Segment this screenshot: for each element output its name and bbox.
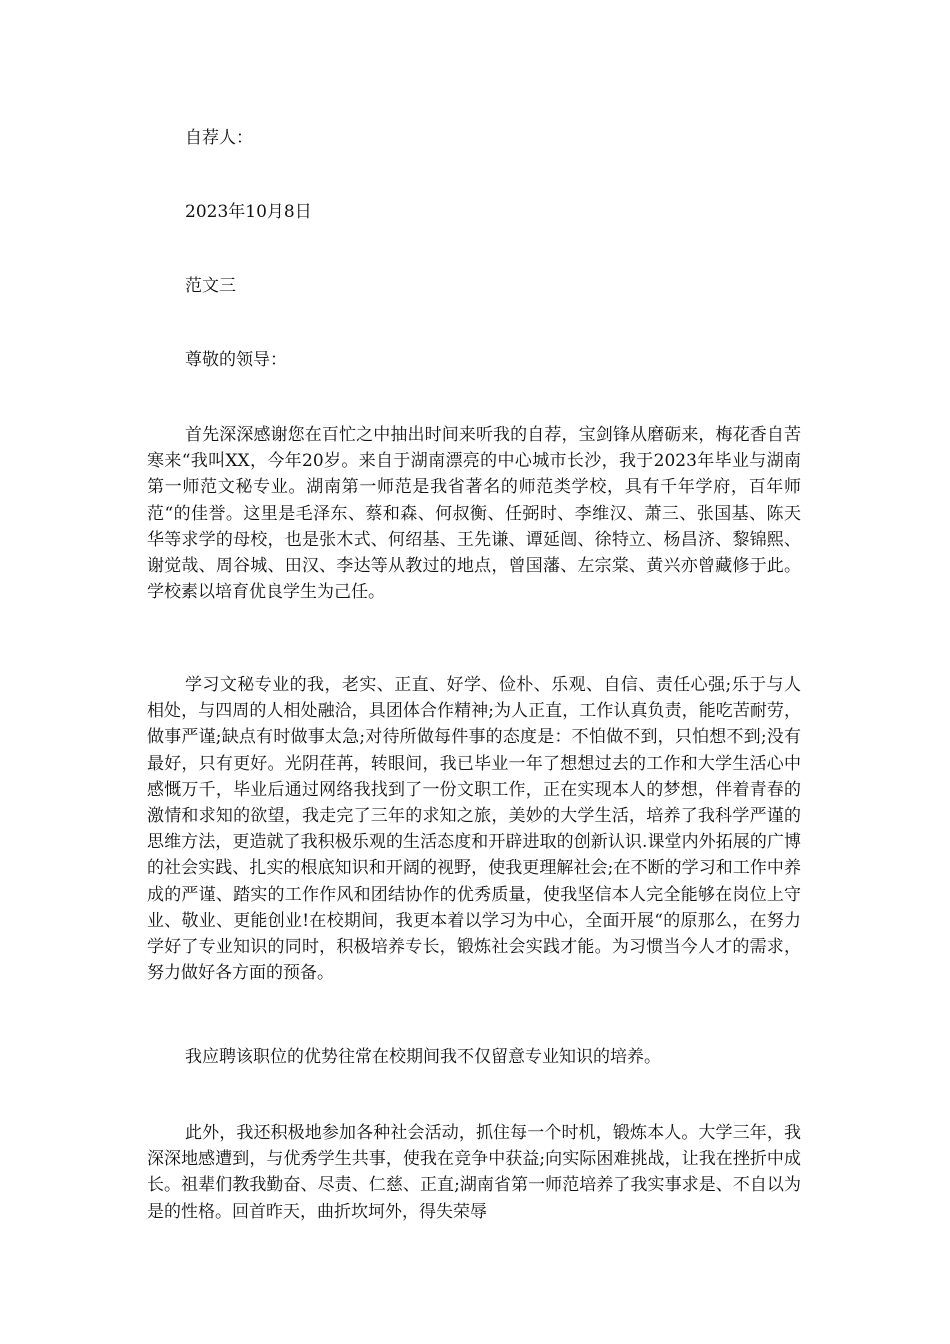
paragraph-activities: 此外，我还积极地参加各种社会活动，抓住每一个时机，锻炼本人。大学三年，我深深地感遭到，与优秀学生共事，使我在竞争中获益;向实际困难挑战，让我在挫折中成长。祖辈们教我勤奋、尽责、仁慈、正直;湖南省第一师范培养了我实事求是、不自以为是的性格。回首昨天，曲折坎坷外，得失荣辱	[147, 1123, 801, 1222]
document-date: 2023年10月8日	[185, 202, 312, 222]
signature-label: 自荐人：	[185, 128, 253, 148]
paragraph-introduction: 首先深深感谢您在百忙之中抽出时间来听我的自荐，宝剑锋从磨砺来，梅花香自苦寒来“我叫XX，今年20岁。来自于湖南漂亮的中心城市长沙，我于2023年毕业与湖南第一师范文秘专业。湖南第一师范是我省著名的师范类学校，具有千年学府，百年师范“的佳誉。这里是毛泽东、蔡和森、何叔衡、任弼时、李维汉、萧三、张国基、陈天华等求学的母校，也是张木式、何绍基、王先谦、谭延闿、徐特立、杨昌济、黎锦熙、谢觉哉、周谷城、田汉、李达等从教过的地点，曾国藩、左宗棠、黄兴亦曾藏修于此。学校素以培育优良学生为己任。	[147, 425, 801, 603]
salutation: 尊敬的领导：	[185, 350, 287, 370]
paragraph-advantage: 我应聘该职位的优势往常在校期间我不仅留意专业知识的培养。	[185, 1047, 661, 1067]
paragraph-self-description: 学习文秘专业的我，老实、正直、好学、俭朴、乐观、自信、责任心强;乐于与人相处，与四周的人相处融洽，具团体合作精神;为人正直，工作认真负责，能吃苦耐劳，做事严谨;缺点有时做事太急;对待所做每件事的态度是：不怕做不到，只怕想不到;没有最好，只有更好。光阴荏苒，转眼间，我已毕业一年了想想过去的工作和大学生活心中感慨万千，毕业后通过网络我找到了一份文职工作，正在实现本人的梦想，伴着青春的激情和求知的欲望，我走完了三年的求知之旅，美妙的大学生活，培养了我科学严谨的思维方法，更造就了我积极乐观的生活态度和开辟进取的创新认识.课堂内外拓展的广博的社会实践、扎实的根底知识和开阔的视野，使我更理解社会;在不断的学习和工作中养成的严谨、踏实的工作作风和团结协作的优秀质量，使我坚信本人完全能够在岗位上守业、敬业、更能创业!在校期间，我更本着以学习为中心，全面开展“的原那么，在努力学好了专业知识的同时，积极培养专长，锻炼社会实践才能。为习惯当今人才的需求，努力做好各方面的预备。	[147, 675, 801, 984]
section-title: 范文三	[185, 276, 236, 296]
